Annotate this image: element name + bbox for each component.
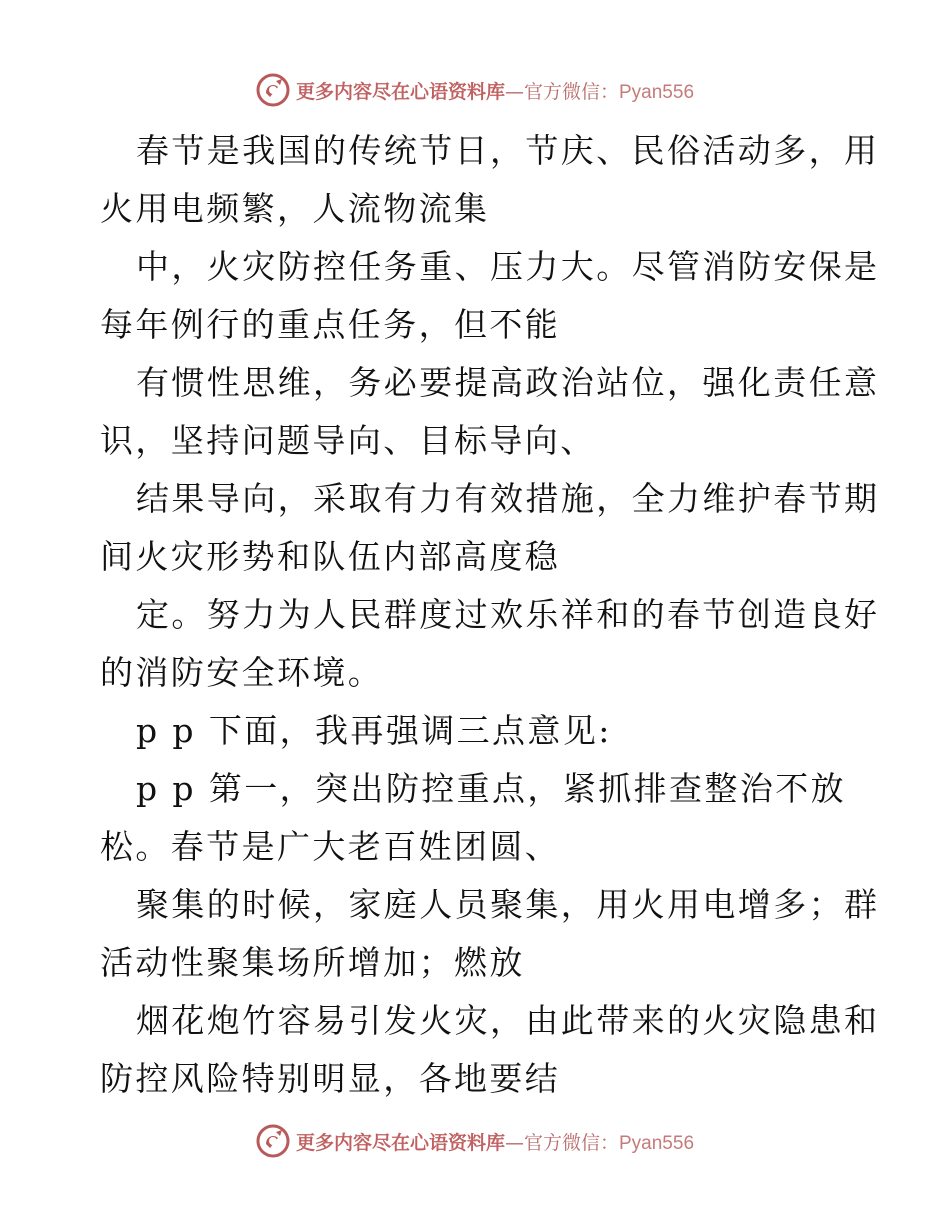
header-watermark-banner xyxy=(0,70,950,110)
paragraph-line: 结果导向，采取有力有效措施，全力维护春节期 xyxy=(136,479,880,518)
paragraph-line: p p 下面，我再强调三点意见: xyxy=(136,711,612,750)
paragraph xyxy=(100,122,880,238)
banner-text xyxy=(296,77,694,104)
paragraph xyxy=(100,354,880,470)
banner-site-name: 更多内容尽在心语资料库 xyxy=(295,80,505,103)
paragraph xyxy=(100,702,860,760)
paragraph xyxy=(100,470,880,586)
paragraph-line: 防控风险特别明显，各地要结 xyxy=(100,1059,561,1098)
paragraph-line: 火用电频繁，人流物流集 xyxy=(100,189,490,228)
banner-site-name: 更多内容尽在心语资料库 xyxy=(295,1131,505,1154)
paragraph-line: 活动性聚集场所增加；燃放 xyxy=(100,943,525,982)
document-body xyxy=(100,122,880,1108)
banner-inner xyxy=(256,73,694,107)
banner-text xyxy=(296,1128,694,1155)
paragraph-line: 春节是我国的传统节日，节庆、民俗活动多，用 xyxy=(136,131,880,170)
heart-pen-logo-icon xyxy=(256,1124,290,1158)
paragraph xyxy=(100,238,880,354)
banner-wechat-account: Pyan556 xyxy=(619,1132,695,1154)
banner-wechat-label: —官方微信： xyxy=(504,80,619,103)
paragraph xyxy=(100,586,880,702)
banner-wechat-label: —官方微信： xyxy=(504,1131,619,1154)
paragraph-line: 每年例行的重点任务，但不能 xyxy=(100,305,561,344)
paragraph-line: p p 第一，突出防控重点，紧抓排查整治不放 xyxy=(136,769,847,808)
paragraph xyxy=(100,876,880,992)
paragraph-line: 烟花炮竹容易引发火灾，由此带来的火灾隐患和 xyxy=(136,1001,880,1040)
paragraph-line: 松。春节是广大老百姓团圆、 xyxy=(100,827,561,866)
paragraph-line: 聚集的时候，家庭人员聚集，用火用电增多；群 xyxy=(136,885,880,924)
paragraph-line: 有惯性思维，务必要提高政治站位，强化责任意 xyxy=(136,363,880,402)
paragraph-line: 识，坚持问题导向、目标导向、 xyxy=(100,421,596,460)
paragraph xyxy=(100,760,860,876)
paragraph-line: 中，火灾防控任务重、压力大。尽管消防安保是 xyxy=(136,247,880,286)
paragraph-line: 的消防安全环境。 xyxy=(100,653,384,692)
paragraph-line: 定。努力为人民群度过欢乐祥和的春节创造良好 xyxy=(136,595,880,634)
footer-watermark-banner xyxy=(0,1121,950,1161)
heart-pen-logo-icon xyxy=(256,73,290,107)
banner-inner xyxy=(256,1124,694,1158)
paragraph-line: 间火灾形势和队伍内部高度稳 xyxy=(100,537,561,576)
paragraph xyxy=(100,992,880,1108)
banner-wechat-account: Pyan556 xyxy=(619,81,695,103)
